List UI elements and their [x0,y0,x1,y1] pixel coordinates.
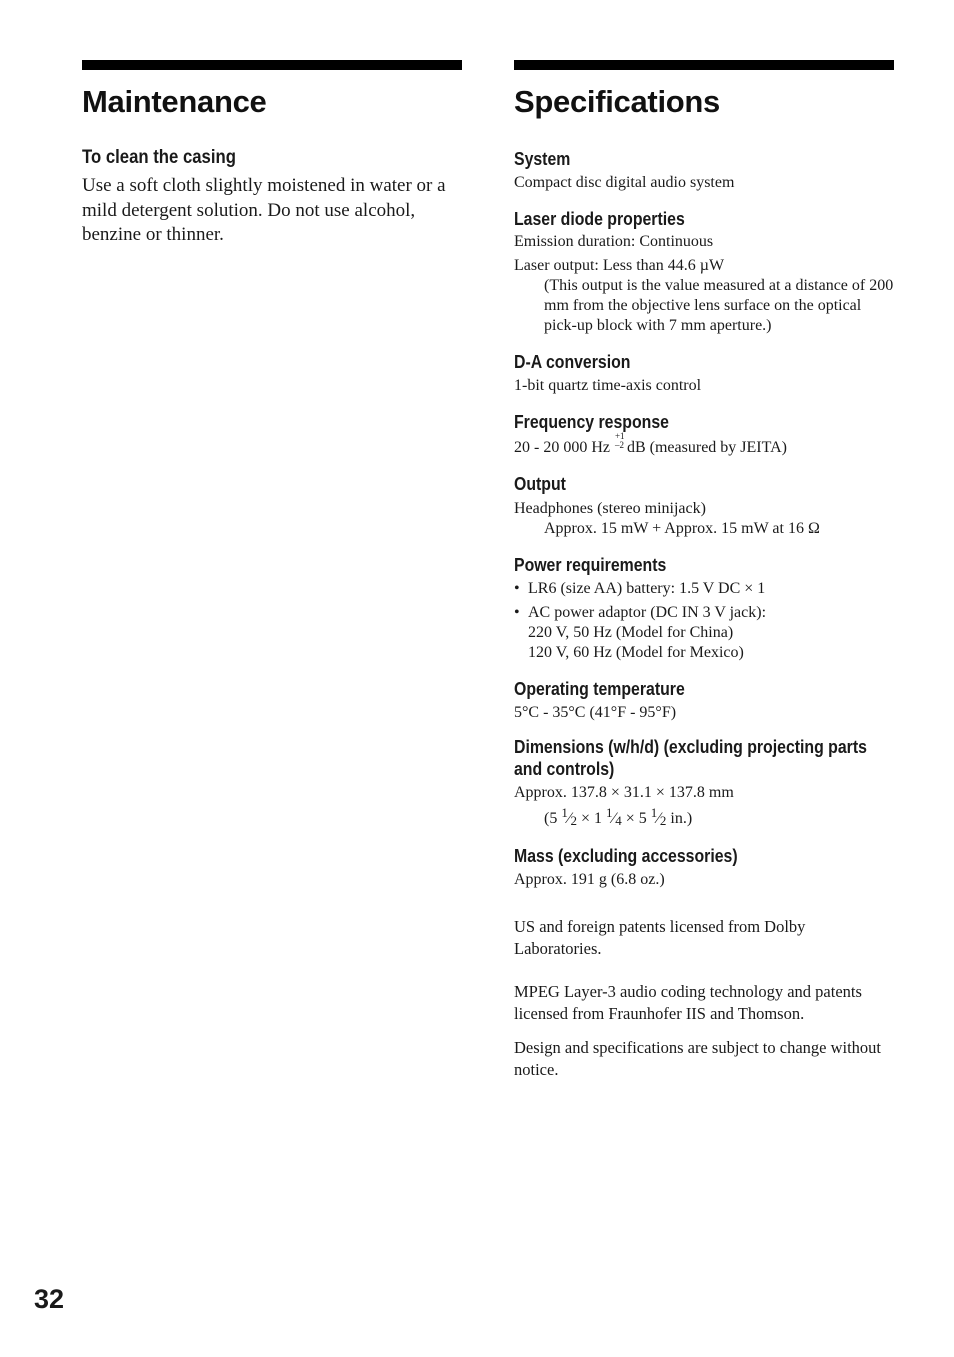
adaptor-line3: 120 V, 60 Hz (Model for Mexico) [528,644,744,661]
dimensions-heading: Dimensions (w/h/d) (excluding projecting parts and controls) [514,737,867,779]
output-line1: Headphones (stereo minijack) [514,500,706,517]
frac-den: 4 [615,813,622,828]
dim-close: in.) [670,810,693,827]
specifications-section [514,60,894,1081]
power-item-battery [514,579,894,599]
frac-den: 2 [570,813,577,828]
frequency-text [514,431,894,458]
laser-heading: Laser diode properties [514,209,685,229]
temperature-text: 5°C - 35°C (41°F - 95°F) [514,704,677,721]
frac-slash: ⁄ [567,810,571,827]
da-heading: D-A conversion [514,352,631,372]
dolby-notice: US and foreign patents licensed from Dolby Laboratories. [514,917,806,958]
output-line2: Approx. 15 mW + Approx. 15 mW at 16 Ω [544,520,820,537]
page-number: 32 [34,1284,65,1314]
frequency-range: 20 - 20 000 Hz [514,439,610,456]
mpeg-notice: MPEG Layer-3 audio coding technology and patents licensed from Fraunhofer IIS and Thomson. [514,982,862,1023]
maintenance-section [82,60,462,248]
bullet: • [514,580,520,597]
clean-casing-heading: To clean the casing [82,147,236,168]
fraction-half [561,805,577,828]
bullet: • [514,604,520,621]
section-rule [514,60,894,70]
mass-heading: Mass (excluding accessories) [514,846,738,866]
tolerance-minus: –2 [614,440,624,450]
power-item-text: LR6 (size AA) battery: 1.5 V DC × 1 [528,580,766,597]
frac-slash: ⁄ [657,810,660,827]
dim-times2: × 5 [625,810,647,827]
mass-text: Approx. 191 g (6.8 oz.) [514,871,665,888]
system-text: Compact disc digital audio system [514,174,735,191]
dimensions-line2 [514,803,894,831]
output-heading: Output [514,474,566,494]
frac-num: 1 [650,805,658,820]
section-rule [82,60,462,70]
dim-open: (5 [544,810,558,827]
power-heading: Power requirements [514,555,667,575]
laser-emission: Emission duration: Continuous [514,233,714,250]
fraction-quarter [606,805,622,828]
laser-note: (This output is the value measured at a distance of 200 mm from the objective lens surface on the optical pick-up block with 7 mm aperture.) [544,277,894,334]
power-item-adaptor [514,603,894,663]
dimensions-line1: Approx. 137.8 × 31.1 × 137.8 mm [514,784,734,801]
power-item-text [528,603,766,663]
frac-num: 1 [561,805,568,820]
frequency-unit: dB (measured by JEITA) [626,439,787,456]
system-heading: System [514,149,571,169]
frequency-heading: Frequency response [514,412,669,432]
frac-slash: ⁄ [612,810,616,827]
frac-num: 1 [606,805,613,820]
adaptor-line2: 220 V, 50 Hz (Model for China) [528,624,734,641]
specifications-title: Specifications [514,84,720,119]
da-text: 1-bit quartz time-axis control [514,377,702,394]
frequency-tolerance [614,431,627,450]
adaptor-line1: AC power adaptor (DC IN 3 V jack): [528,604,767,621]
dim-times1: × 1 [581,810,603,827]
change-notice: Design and specifications are subject to change without notice. [514,1038,882,1079]
temperature-heading: Operating temperature [514,679,685,699]
fraction-half [650,805,667,828]
clean-casing-text: Use a soft cloth slightly moistened in water or a mild detergent solution. Do not use alcohol, benzine or thinner. [82,175,446,245]
laser-output: Laser output: Less than 44.6 µW [514,257,725,274]
frac-den: 2 [659,813,667,828]
tolerance-plus: +1 [614,431,625,441]
maintenance-title: Maintenance [82,84,267,119]
